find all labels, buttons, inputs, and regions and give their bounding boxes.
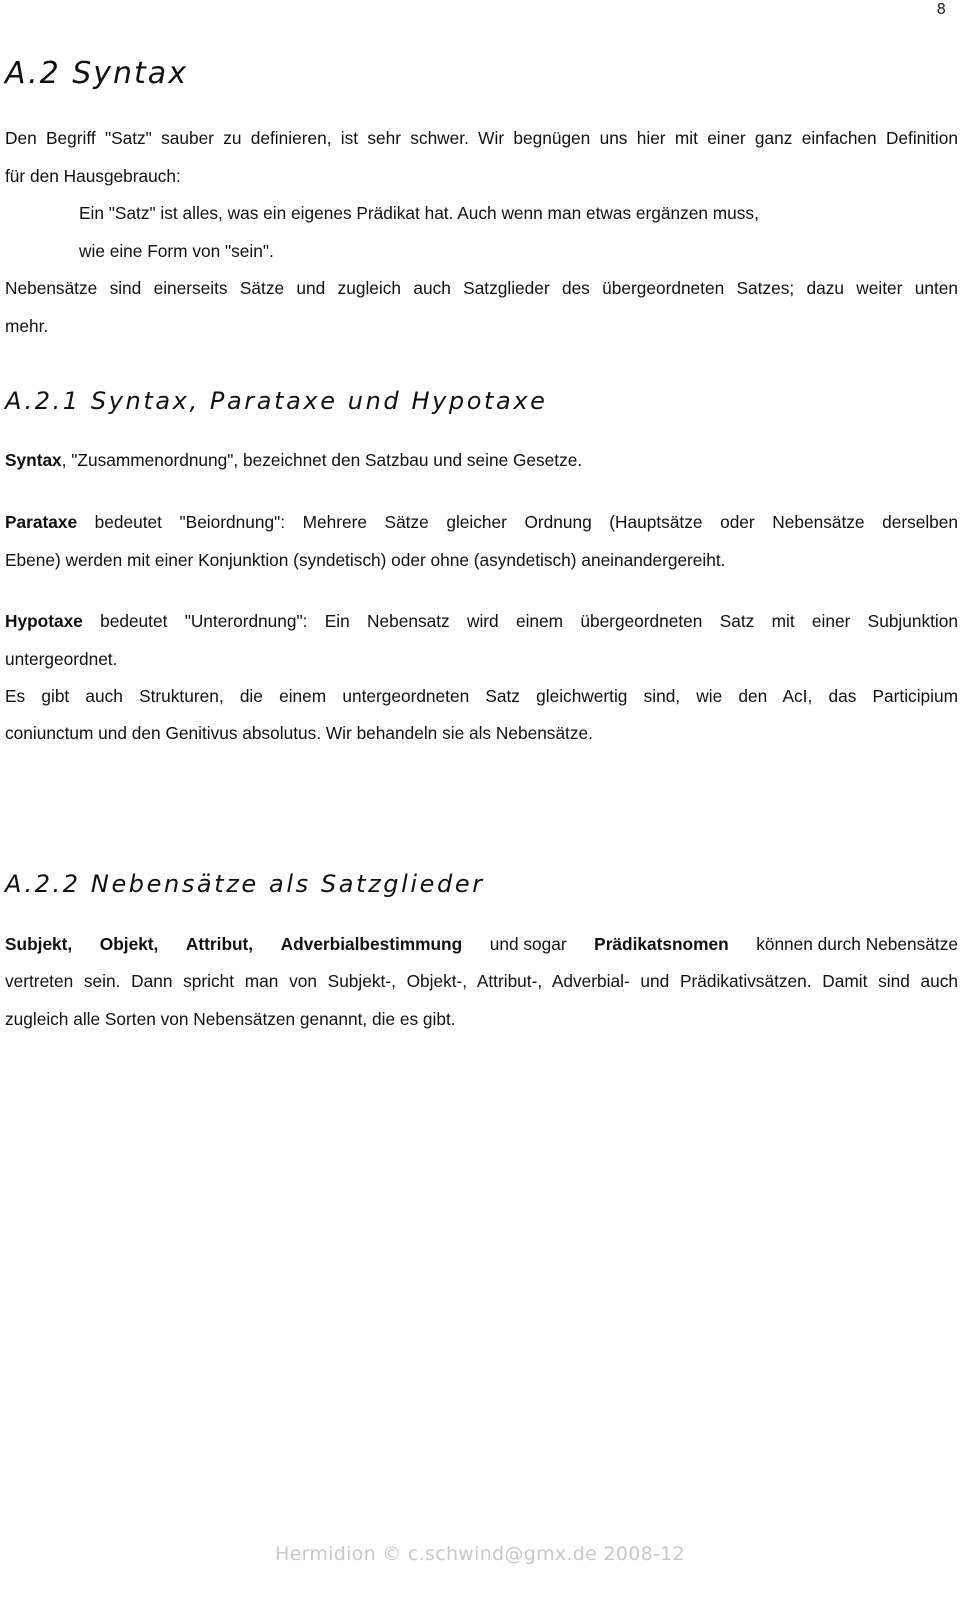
parataxe-text: bedeutet "Beiordnung": Mehrere Sätze gleicher Ordnung (Hauptsätze oder Nebensätze derselben	[77, 512, 958, 532]
term-adverbialbestimmung: Adverbialbestimmung	[280, 934, 463, 954]
intro-line-1: Den Begriff "Satz" sauber zu definieren, ist sehr schwer. Wir begnügen uns hier mit einer ganz einfachen Definition	[5, 128, 958, 148]
hypotaxe-term: Hypotaxe	[5, 611, 83, 631]
nebensaetze-line-1: Nebensätze sind einerseits Sätze und zugleich auch Satzglieder des übergeordneten Satzes; dazu weiter unten	[5, 278, 958, 298]
syntax-paragraph	[5, 450, 582, 471]
intro-line-2: für den Hausgebrauch:	[5, 166, 181, 186]
page-number: 8	[936, 0, 946, 18]
hypotaxe-line-1	[5, 611, 958, 632]
term-objekt: Objekt,	[99, 934, 159, 954]
satzglieder-line-1	[5, 934, 958, 955]
parataxe-term: Parataxe	[5, 512, 78, 532]
satzglieder-mid: und sogar	[489, 934, 567, 954]
nebensaetze-line-2: mehr.	[5, 316, 49, 336]
satzglieder-line-2: vertreten sein. Dann spricht man von Subjekt-, Objekt-, Attribut-, Adverbial- und Prädikativsätzen. Damit sind auch	[5, 971, 958, 991]
syntax-term: Syntax	[5, 450, 62, 470]
satzglieder-line-3: zugleich alle Sorten von Nebensätzen genannt, die es gibt.	[5, 1009, 456, 1029]
term-subjekt: Subjekt,	[5, 934, 73, 954]
heading-a22: A.2.2 Nebensätze als Satzglieder	[5, 870, 485, 898]
strukturen-line-2: coniunctum und den Genitivus absolutus. Wir behandeln sie als Nebensätze.	[5, 723, 593, 743]
definition-line-1: Ein "Satz" ist alles, was ein eigenes Prädikat hat. Auch wenn man etwas ergänzen muss,	[79, 203, 759, 223]
hypotaxe-line-2: untergeordnet.	[5, 649, 118, 669]
footer-copyright: Hermidion © c.schwind@gmx.de 2008-12	[275, 1543, 685, 1565]
definition-line-2: wie eine Form von "sein".	[79, 241, 274, 261]
heading-a21: A.2.1 Syntax, Parataxe und Hypotaxe	[5, 387, 548, 415]
hypotaxe-text: bedeutet "Unterordnung": Ein Nebensatz wird einem übergeordneten Satz mit einer Subjunktion	[82, 611, 958, 631]
heading-a2: A.2 Syntax	[5, 56, 188, 91]
term-praedikatsnomen: Prädikatsnomen	[594, 934, 729, 954]
parataxe-line-1	[5, 512, 958, 533]
syntax-text: , "Zusammenordnung", bezeichnet den Satzbau und seine Gesetze.	[61, 450, 583, 470]
term-attribut: Attribut,	[185, 934, 254, 954]
satzglieder-end: können durch Nebensätze	[756, 934, 958, 954]
strukturen-line-1: Es gibt auch Strukturen, die einem untergeordneten Satz gleichwertig sind, wie den AcI, das Participium	[5, 686, 958, 706]
parataxe-line-2: Ebene) werden mit einer Konjunktion (syndetisch) oder ohne (asyndetisch) aneinandergereiht.	[5, 550, 726, 570]
